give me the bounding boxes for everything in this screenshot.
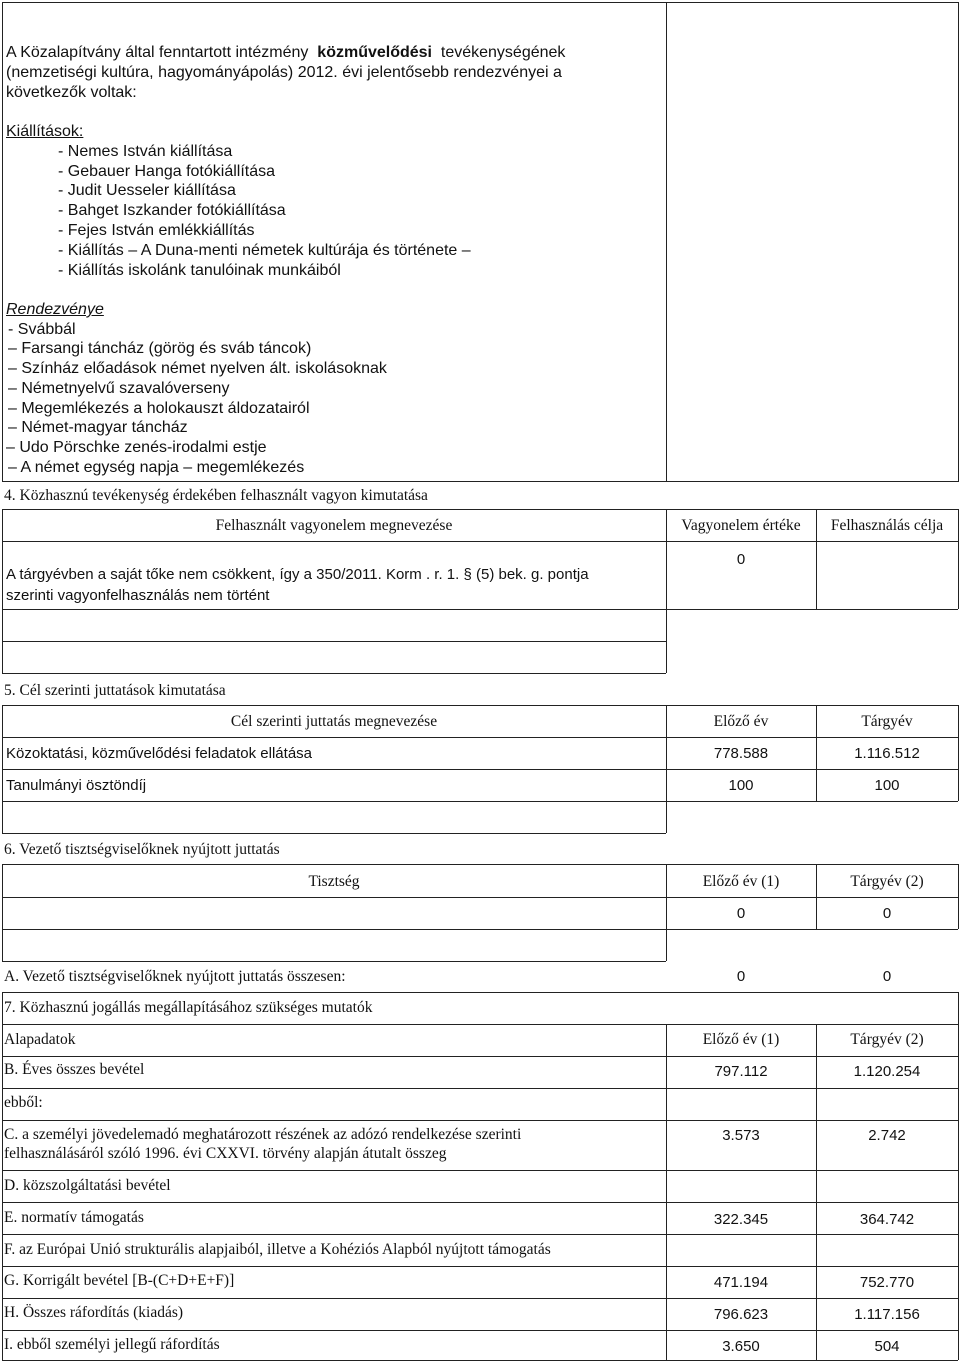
s7-col-base-header: Alapadatok — [4, 1031, 76, 1048]
s6-row-curr: 0 — [882, 905, 892, 922]
s4-row-text-1: A tárgyévben a saját tőke nem csökkent, így a 350/2011. Korm . r. 1. § (5) bek. g. pontja — [6, 566, 589, 583]
exhibition-item: - Kiállítás – A Duna-menti németek kultúrája és története – — [58, 242, 471, 259]
s4-row-text-2: szerinti vagyonfelhasználás nem történt — [6, 587, 270, 604]
s5-row-curr: 1.116.512 — [854, 745, 920, 762]
intro-line-2: (nemzetiségi kultúra, hagyományápolás) 2012. évi jelentősebb rendezvényei a — [6, 64, 562, 81]
s4-col-purpose-header: Felhasználás célja — [830, 517, 944, 534]
intro-bold-word: közművelődési — [317, 44, 432, 61]
s6-row-prev: 0 — [736, 905, 746, 922]
s7-b-label: B. Éves összes bevétel — [4, 1061, 145, 1078]
section-4-title: 4. Közhasznú tevékenység érdekében felhasznált vagyon kimutatása — [4, 487, 428, 504]
s4-row-value: 0 — [736, 551, 746, 568]
events-heading: Rendezvénye — [6, 301, 104, 318]
exhibition-item: - Gebauer Hanga fotókiállítása — [58, 163, 276, 180]
event-item: – Színház előadások német nyelven ált. iskolásoknak — [8, 360, 387, 377]
s7-b-prev: 797.112 — [714, 1063, 768, 1080]
s5-col-prev-header: Előző év — [713, 713, 769, 730]
s5-row-name: Tanulmányi ösztöndíj — [6, 777, 147, 794]
s4-col-value-header: Vagyonelem értéke — [681, 517, 801, 534]
s5-col-name-header: Cél szerinti juttatás megnevezése — [230, 713, 438, 730]
event-item: – Németnyelvű szavalóverseny — [8, 380, 230, 397]
intro-line-1: A Közalapítvány által fenntartott intézmény közművelődési tevékenységének — [6, 44, 566, 61]
exhibition-item: - Bahget Iszkander fotókiállítása — [58, 202, 286, 219]
s7-h-prev: 796.623 — [713, 1306, 769, 1323]
s5-col-curr-header: Tárgyév — [861, 713, 913, 730]
s7-g-prev: 471.194 — [713, 1274, 769, 1291]
s7-g-label: G. Korrigált bevétel [B-(C+D+E+F)] — [4, 1272, 235, 1289]
s7-b-curr: 1.120.254 — [853, 1063, 921, 1080]
s7-h-label: H. Összes ráfordítás (kiadás) — [4, 1304, 184, 1321]
s6-sum-label: A. Vezető tisztségviselőknek nyújtott juttatás összesen: — [4, 968, 346, 985]
s6-sum-prev: 0 — [736, 968, 746, 985]
s7-c-label-1: C. a személyi jövedelemadó meghatározott részének az adózó rendelkezése szerinti — [4, 1126, 522, 1143]
s7-e-label: E. normatív támogatás — [4, 1209, 144, 1226]
event-item: – Udo Pörschke zenés-irodalmi estje — [6, 439, 267, 456]
s7-e-prev: 322.345 — [713, 1211, 769, 1228]
s7-ebbol-label: ebből: — [4, 1094, 43, 1111]
section-7-title: 7. Közhasznú jogállás megállapításához szükséges mutatók — [4, 999, 373, 1016]
section-6-title: 6. Vezető tisztségviselőknek nyújtott juttatás — [4, 841, 280, 858]
s6-col-prev-header: Előző év (1) — [702, 873, 780, 890]
event-item: – Megemlékezés a holokauszt áldozatairól — [8, 400, 310, 417]
s7-c-curr: 2.742 — [868, 1127, 906, 1144]
intro-line-3: következők voltak: — [6, 84, 137, 101]
exhibition-item: - Fejes István emlékkiállítás — [58, 222, 255, 239]
s7-f-label: F. az Európai Unió strukturális alapjaiból, illetve a Kohéziós Alapból nyújtott támogatás — [4, 1241, 551, 1258]
s7-col-prev-header: Előző év (1) — [702, 1031, 780, 1048]
exhibition-item: - Nemes István kiállítása — [58, 143, 233, 160]
s7-h-curr: 1.117.156 — [854, 1306, 920, 1323]
s6-col-curr-header: Tárgyév (2) — [850, 873, 924, 890]
s7-d-label: D. közszolgáltatási bevétel — [4, 1177, 171, 1194]
exhibitions-heading: Kiállítások: — [6, 123, 84, 140]
event-item: – Farsangi táncház (görög és sváb táncok) — [8, 340, 312, 357]
s5-row-name: Közoktatási, közművelődési feladatok ellátása — [6, 745, 313, 762]
exhibition-item: - Kiállítás iskolánk tanulóinak munkáiból — [58, 262, 341, 279]
s5-row-curr: 100 — [874, 777, 900, 794]
s6-col-role-header: Tisztség — [308, 873, 360, 890]
event-item: - Svábbál — [8, 321, 76, 338]
s7-i-curr: 504 — [874, 1338, 900, 1355]
event-item: – A német egység napja – megemlékezés — [8, 459, 305, 476]
s7-i-prev: 3.650 — [722, 1338, 760, 1355]
s7-g-curr: 752.770 — [859, 1274, 915, 1291]
s7-c-label-2: felhasználásáról szóló 1996. évi CXXVI. törvény alapján átutalt összeg — [4, 1145, 447, 1162]
s7-c-prev: 3.573 — [722, 1127, 760, 1144]
s7-i-label: I. ebből személyi jellegű ráfordítás — [4, 1336, 220, 1353]
section-5-title: 5. Cél szerinti juttatások kimutatása — [4, 682, 226, 699]
event-item: – Német-magyar táncház — [8, 419, 188, 436]
s7-col-curr-header: Tárgyév (2) — [850, 1031, 924, 1048]
s7-e-curr: 364.742 — [859, 1211, 915, 1228]
s5-row-prev: 778.588 — [713, 745, 769, 762]
s4-col-name-header: Felhasznált vagyonelem megnevezése — [215, 517, 453, 534]
exhibition-item: - Judit Uesseler kiállítása — [58, 182, 236, 199]
s5-row-prev: 100 — [728, 777, 754, 794]
s6-sum-curr: 0 — [882, 968, 892, 985]
